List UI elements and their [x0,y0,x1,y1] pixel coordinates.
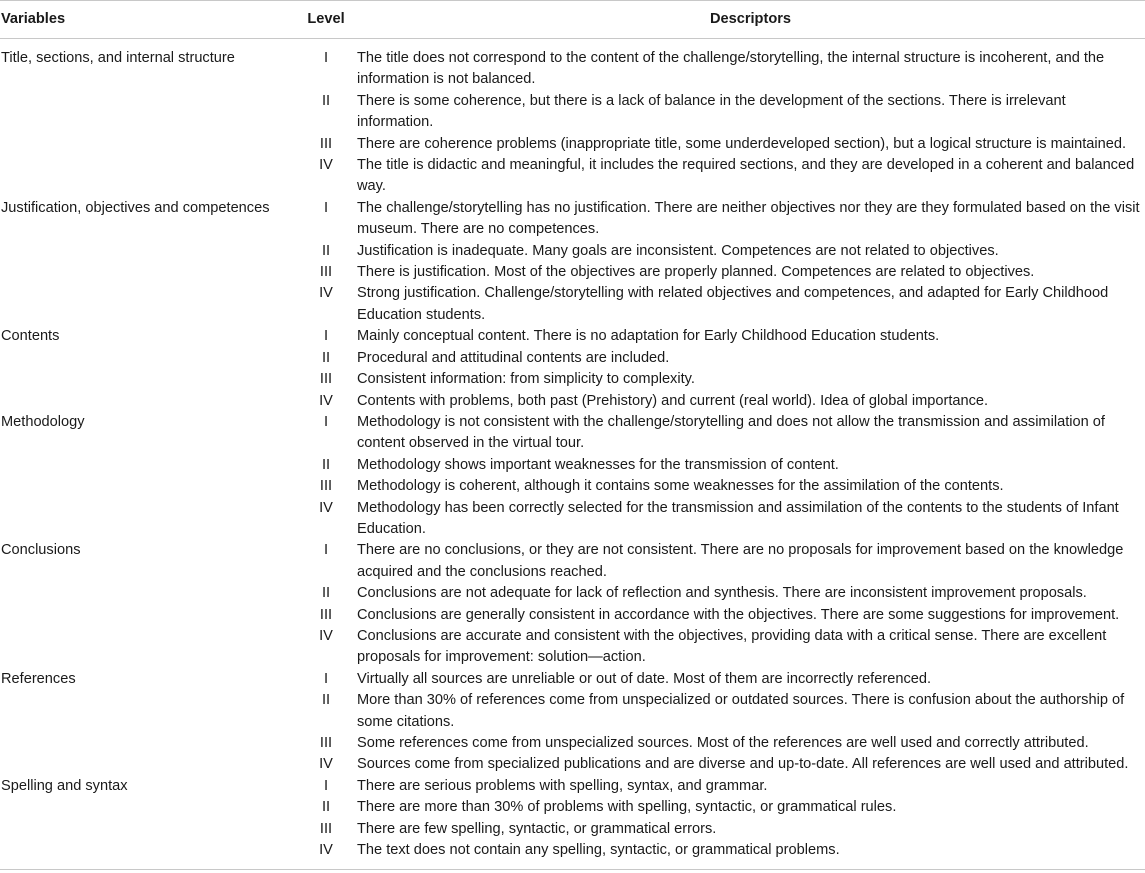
variable-cell [0,476,296,497]
table-row [0,391,1145,412]
header-descriptors: Descriptors [356,1,1145,39]
variable-cell [0,626,296,669]
level-cell: I [323,413,329,430]
table-row [0,455,1145,476]
variable-cell [0,498,296,541]
descriptor-cell: Justification is inadequate. Many goals are inconsistent. Competences are not related to objectives. [357,242,999,259]
table-row [0,283,1145,326]
header-variables: Variables [0,1,296,39]
table-row [0,819,1145,840]
table-row [0,840,1145,869]
variable-cell [0,91,296,134]
level-cell: IV [319,285,333,302]
level-cell: II [321,349,331,366]
level-cell: III [319,264,333,281]
variable-cell [0,819,296,840]
descriptor-cell: More than 30% of references come from unspecialized or outdated sources. There is confusion about the authorship of some citations. [357,692,1125,730]
table-row [0,412,1145,455]
variable-cell: Methodology [1,413,85,430]
table-row [0,476,1145,497]
descriptor-cell: Sources come from specialized publications and are diverse and up-to-date. All references are well used and attributed. [357,756,1129,773]
descriptor-cell: Some references come from unspecialized sources. Most of the references are well used and correctly attributed. [357,735,1089,751]
level-cell: I [323,542,329,559]
variable-cell: Contents [1,328,60,345]
level-cell: IV [319,627,333,644]
variable-cell: Justification, objectives and competences [1,199,270,216]
table-row [0,198,1145,241]
descriptor-cell: There are more than 30% of problems with spelling, syntactic, or grammatical rules. [357,799,897,816]
variable-cell [0,283,296,326]
table-row [0,241,1145,262]
variable-cell: Conclusions [1,542,81,559]
descriptor-cell: Methodology is not consistent with the challenge/storytelling and does not allow the transmission and assimilation of content observed in the virtual tour. [357,413,1105,452]
level-cell: III [319,820,333,837]
level-cell: II [321,799,331,816]
variable-cell [0,797,296,818]
table-row [0,134,1145,155]
level-cell: II [321,92,331,109]
descriptor-cell: The title does not correspond to the content of the challenge/storytelling, the internal structure is incoherent, and the information is not balanced. [357,50,1105,88]
descriptor-cell: Virtually all sources are unreliable or out of date. Most of them are incorrectly referenced. [357,670,932,687]
table-row [0,326,1145,347]
descriptor-cell: Methodology is coherent, although it contains some weaknesses for the assimilation of the contents. [357,478,1004,495]
table-row [0,155,1145,198]
level-cell: III [319,735,333,751]
descriptor-cell: Methodology has been correctly selected for the transmission and assimilation of the contents to the students of Infant Education. [357,499,1119,537]
table-row [0,605,1145,626]
table-row [0,669,1145,690]
variable-cell [0,754,296,775]
descriptor-cell: The text does not contain any spelling, syntactic, or grammatical problems. [357,842,840,859]
level-cell: I [323,670,329,687]
table-row [0,91,1145,134]
level-cell: II [321,585,331,602]
variable-cell [0,690,296,733]
variable-cell: Title, sections, and internal structure [1,50,235,66]
descriptor-cell: Mainly conceptual content. There is no adaptation for Early Childhood Education students. [357,328,940,345]
level-cell: I [323,199,329,216]
descriptor-cell: There are serious problems with spelling, syntax, and grammar. [357,777,768,794]
table-row [0,690,1145,733]
table-row [0,754,1145,775]
table-row [0,39,1145,91]
level-cell: III [319,478,333,495]
table-body [0,39,1145,870]
descriptor-cell: Conclusions are not adequate for lack of reflection and synthesis. There are inconsistent improvement proposals. [357,585,1087,602]
table-row [0,262,1145,283]
level-cell: IV [319,499,333,516]
level-cell: I [323,777,329,794]
descriptor-cell: Conclusions are generally consistent in accordance with the objectives. There are some suggestions for improvement. [357,606,1120,623]
descriptor-cell: There are coherence problems (inappropriate title, some underdeveloped section), but a logical structure is maintained. [357,135,1127,152]
table-row [0,540,1145,583]
table-row [0,348,1145,369]
descriptor-cell: The challenge/storytelling has no justification. There are neither objectives nor they are they formulated based on the visit museum. There are no competences. [357,199,1140,238]
level-cell: III [319,371,333,388]
table-row [0,733,1145,754]
variable-cell: References [1,670,76,687]
header-row [0,1,1145,39]
descriptor-cell: Strong justification. Challenge/storytelling with related objectives and competences, and adapted for Early Childhood Education students. [357,285,1109,323]
descriptor-cell: Consistent information: from simplicity to complexity. [357,371,695,388]
table-bottom-rule [0,869,1145,870]
header-level: Level [296,1,356,39]
descriptor-cell: There are no conclusions, or they are not consistent. There are no proposals for improvement based on the knowledge acquired and the conclusions reached. [357,542,1124,580]
descriptor-cell: The title is didactic and meaningful, it includes the required sections, and they are developed in a coherent and balanced way. [357,157,1135,195]
table-header [0,1,1145,39]
level-cell: IV [319,392,333,409]
table-row [0,797,1145,818]
level-cell: II [321,456,331,473]
variable-cell: Spelling and syntax [1,777,128,794]
level-cell: II [321,692,331,709]
table-row [0,369,1145,390]
level-cell: I [323,328,329,345]
level-cell: IV [319,756,333,773]
descriptor-cell: Conclusions are accurate and consistent with the objectives, providing data with a critical sense. There are excellent proposals for improvement: solution—action. [357,627,1107,666]
variable-cell [0,455,296,476]
level-cell: I [323,50,329,66]
descriptor-cell: There are few spelling, syntactic, or grammatical errors. [357,820,717,837]
variable-cell [0,583,296,604]
level-cell: II [321,242,331,259]
variable-cell [0,605,296,626]
table-row [0,498,1145,541]
descriptor-cell: Methodology shows important weaknesses for the transmission of content. [357,456,839,473]
variable-cell [0,391,296,412]
level-cell: IV [319,157,333,174]
table-row [0,626,1145,669]
variable-cell [0,134,296,155]
descriptor-cell: There is justification. Most of the objectives are properly planned. Competences are related to objectives. [357,264,1035,281]
table-row [0,776,1145,797]
variable-cell [0,733,296,754]
descriptor-cell: Procedural and attitudinal contents are included. [357,349,670,366]
table-row [0,583,1145,604]
level-cell: III [319,135,333,152]
variable-cell [0,155,296,198]
level-cell: IV [319,842,333,859]
level-cell: III [319,606,333,623]
variable-cell [0,241,296,262]
variable-cell [0,840,296,869]
descriptor-cell: There is some coherence, but there is a lack of balance in the development of the sections. There is irrelevant information. [357,92,1066,131]
descriptor-cell: Contents with problems, both past (Prehistory) and current (real world). Idea of global importance. [357,392,989,409]
variable-cell [0,262,296,283]
variable-cell [0,369,296,390]
variable-cell [0,348,296,369]
